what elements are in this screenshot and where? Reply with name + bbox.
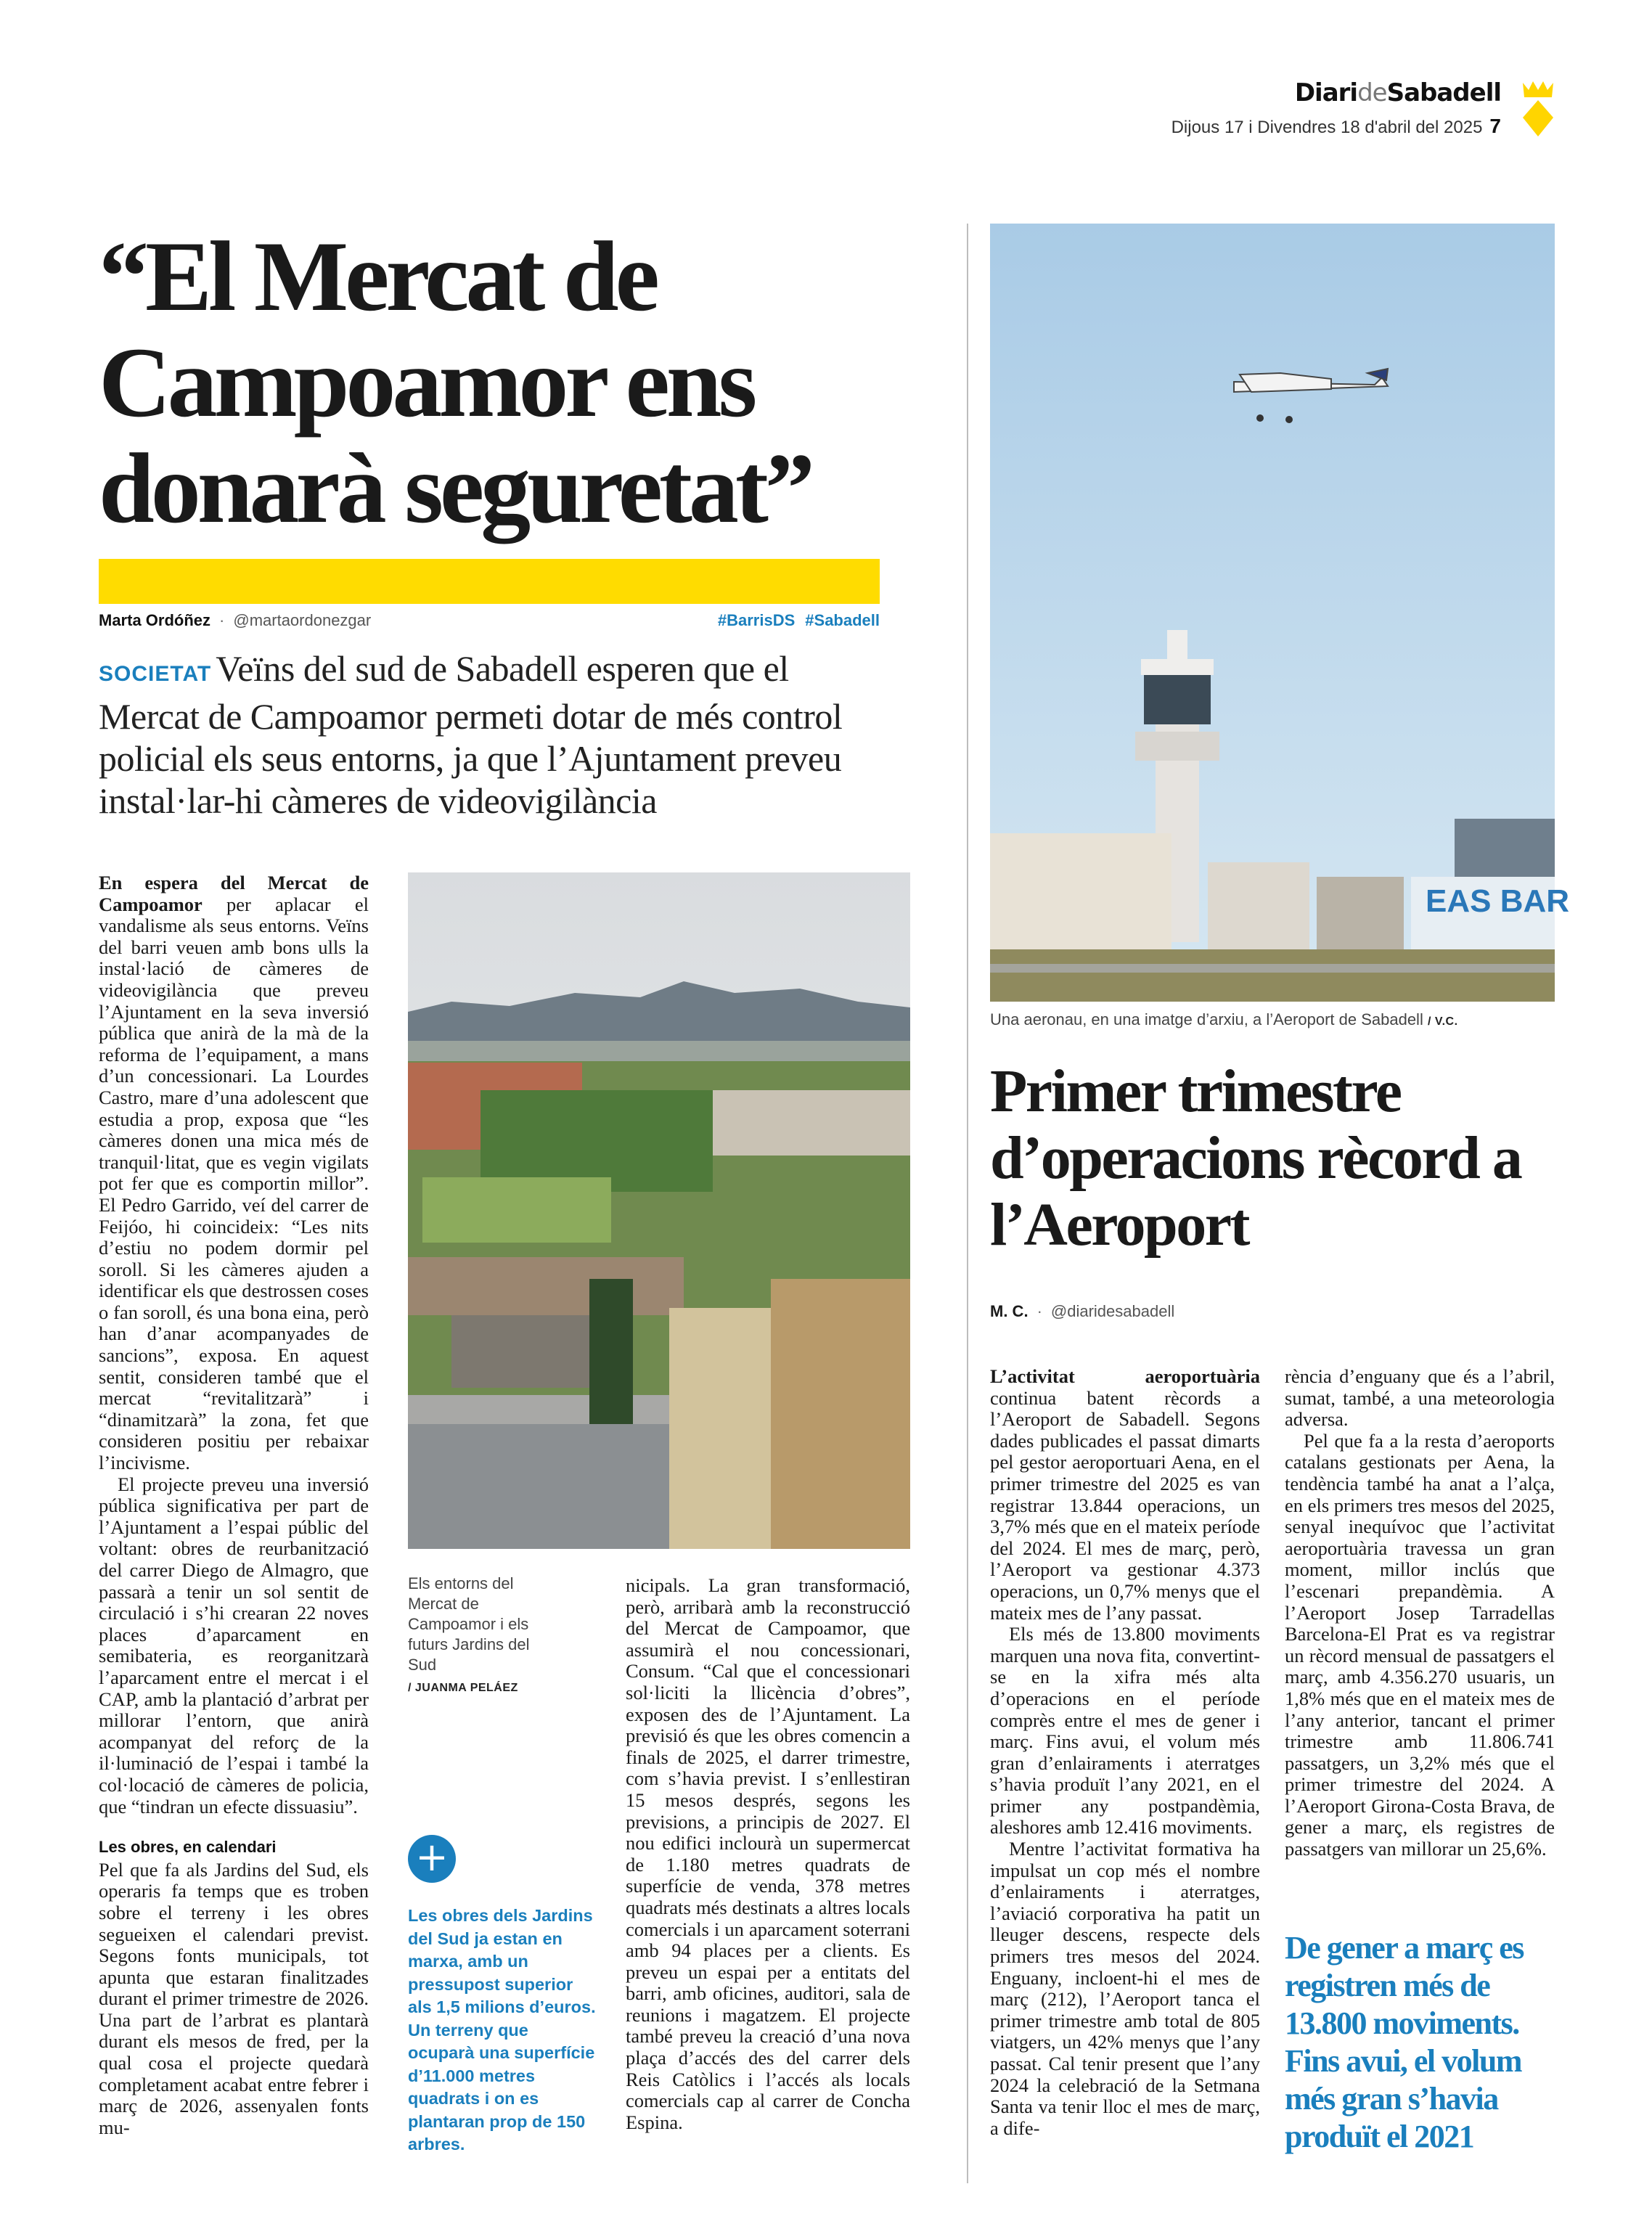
neighbourhood-photo [408, 872, 910, 1549]
body-paragraph: Mentre l’activitat formativa ha impulsat un cop més el nombre d’enlairaments i aterratges, l’aviació corporativa ha patit un lleuger descens, respecte dels primers tres mesos del 2024. Enguany, incloent-hi el mes de març (212), l’Aeroport tanca el primer trimestre amb total de 805 viatgers, un 42% menys que l’any passat. Cal tenir present que l’any 2024 la celebració de la Setmana Santa va tenir lloc el mes de març, a dife- [990, 1838, 1260, 2139]
page-number: 7 [1489, 115, 1501, 137]
airport-headline: Primer trimestre d’operacions rècord a l’Aeroport [990, 1058, 1521, 1259]
section-subhead: Les obres, en calendari [99, 1838, 277, 1857]
byline-separator: · [1036, 1302, 1042, 1320]
airport-photo [990, 224, 1570, 1002]
body-column-3 [626, 1575, 910, 2133]
author-handle[interactable]: @diaridesabadell [1050, 1302, 1175, 1320]
body-paragraph: En espera del Mercat de Campoamor per aplacar el vandalisme als seus entorns. Veïns del barri veuen amb bons ulls la instal·lació de càmeres de videovigilància que preveu l’Ajuntament en la seva inversió pública que anirà de la mà de la reforma de l’equipament, a mans d’un concessionari. La Lourdes Castro, mare d’una adolescent que estudia a prop, exposa que “les càmeres donen una mica més de tranquil·litat, que es vegin vigilats pot fer que es comportin millor”. El Pedro Garrido, veí del carrer de Feijóo, hi coincideix: “Les nits d’estiu no podem dormir pel soroll. Si les càmeres ajuden a identificar els que destrossen coses o fan soroll, és una bona eina, però han d’anar acompanyades de sancions”, exposa. En aquest sentit, consideren també que el mercat “revitalitzarà” i “dinamitzarà” la zona, fet que consideren positiu per rebaixar l’incivisme. [99, 872, 369, 1474]
standfirst-text: Veïns del sud de Sabadell esperen que el Mercat de Campoamor permeti dotar de més control policial els seus entorns, ja que l’Ajuntament preveu instal·lar-hi càmeres de videovigilància [99, 648, 843, 821]
section-label: SOCIETAT [99, 662, 212, 686]
body-paragraph: L’activitat aeroportuària continua batent rècords a l’Aeroport de Sabadell. Segons dades publicades el passat dimarts pel gestor aeroportuari Aena, en el primer trimestre del 2025 es van registrar 13.844 operacions, un 3,7% més que en el mateix període del 2024. El mes de març, però, l’Aeroport va gestionar 4.373 operacions, un 0,7% menys que el mateix mes de l’any passat. [990, 1365, 1260, 1624]
photo-caption [408, 1574, 539, 1698]
pull-quote: De gener a març es registren més de 13.800 moviments. Fins avui, el volum més gran s’havia produït el 2021 [1285, 1930, 1524, 2154]
author-name: Marta Ordóñez [99, 611, 211, 629]
body-paragraph: nicipals. La gran transformació, però, arribarà amb la reconstrucció del Mercat de Campoamor, que assumirà el nou concessionari, Consum. “Cal que el concessionari sol·liciti la llicència d’obres”, exposen des de l’Ajuntament. La previsió és que les obres comencin a finals de 2025, el darrer trimestre, com s’havia previst. I s’enllestiran 15 mesos després, segons les previsions, a principis de 2027. El nou edifici inclourà un supermercat de 1.180 metres quadrats de superfície de venda, 378 metres quadrats més destinats a altres locals comercials i un aparcament soterrani amb 94 places per a clients. Es preveu un espai per a entitats del barri, amb oficines, auditori, sala de reunions i magatzem. El projecte també preveu la creació d’una nova plaça d’accés des del carrer dels Reis Catòlics i l’accés als locals comercials cap al carrer de Concha Espina. [626, 1574, 910, 2133]
lead-in: En espera del Mercat de Campoamor [99, 872, 369, 915]
author-handle[interactable]: @martaordonezgar [233, 611, 372, 629]
byline [990, 1302, 1174, 1321]
yellow-accent-bar [99, 559, 880, 604]
byline-separator: · [219, 611, 225, 629]
hashtag[interactable]: #BarrisDS [717, 611, 796, 629]
caption-text: Els entorns del Mercat de Campoamor i els futurs Jardins del Sud [408, 1574, 530, 1674]
photo-credit: / V.C. [1427, 1015, 1458, 1028]
fact-box: Les obres dels Jardins del Sud ja estan en marxa, amb un pressupost superior als 1,5 milions d’euros. Un terreny que ocuparà una superfície d’11.000 metres quadrats i on es plantaran prop de 150 arbres. [408, 1906, 596, 2154]
body-paragraph: Pel que fa a la resta d’aeroports catalans gestionats per Aena, la tendència també ha anat a l’alça, en els primers tres mesos del 2025, senyal inequívoc que l’activitat aeroportuària travessa un gran moment, millor inclús que l’escenari prepandèmia. A l’Aeroport Josep Tarradellas Barcelona-El Prat es va registrar un rècord mensual de passatgers el març, amb 4.356.270 usuaris, un 1,8% més que en el mateix mes de l’any anterior, tancant el primer trimestre amb 11.806.741 passatgers, un 3,2% més que el primer trimestre del 2024. A l’Aeroport Girona-Costa Brava, de gener a març, els registres de passatgers van millorar un 25,6%. [1285, 1429, 1555, 1860]
photo-credit: / JUANMA PELÁEZ [408, 1682, 518, 1694]
photo-caption [990, 1010, 1556, 1029]
body-column-1 [99, 872, 369, 2138]
body-column-5 [1285, 1366, 1555, 1860]
issue-date: Dijous 17 i Divendres 18 d'abril del 2025 [1171, 118, 1483, 137]
body-paragraph: Els més de 13.800 moviments marquen una nova fita, convertint-se en la xifra més alta d’operacions en el període comprès entre el mes de gener i març. Fins avui, el volum més gran d’enlairaments i aterratges s’havia produït l’any 2021, en el primer any postpandèmia, aleshores amb 12.416 moviments. [990, 1623, 1260, 1839]
body-paragraph: Pel que fa als Jardins del Sud, els operaris fa temps que es troben sobre el terreny i les obres segueixen el calendari previst. Segons fonts municipals, tot apunta que estaran finalitzades durant el primer trimestre de 2026. Una part de l’arbrat es plantarà durant els mesos de fred, per la qual cosa el projecte quedarà completament acabat entre febrer i març de 2026, assenyalen fonts mu- [99, 1858, 369, 2138]
column-divider [967, 224, 968, 2183]
hangar-sign: EAS BAR [1426, 883, 1570, 919]
byline [99, 611, 880, 630]
body-paragraph: El projecte preveu una inversió pública significativa per part de l’Ajuntament a l’espai públic del voltant: obres de reurbanització del carrer Diego de Almagro, que passarà a tenir un sol sentit de circulació i s’hi crearan 22 noves places d’aparcament en semibateria, es reorganitzarà l’aparcament entre el mercat i el CAP, amb la plantació d’arbrat per millorar l’entorn, que anirà acompanyat del reforç de la il·luminació de l’espai i també la col·locació de càmeres de policia, que “tindran un efecte dissuasiu”. [99, 1473, 369, 1817]
standfirst [99, 647, 897, 822]
plus-icon: + [408, 1835, 456, 1883]
lead-in: L’activitat aeroportuària [990, 1365, 1260, 1387]
main-headline: “El Mercat de Campoamor ens donarà seguretat” [99, 221, 811, 544]
issue-date-line [1171, 115, 1501, 138]
body-paragraph: rència d’enguany que és a l’abril, sumat, també, a una meteorologia adversa. [1285, 1365, 1555, 1431]
author-name: M. C. [990, 1302, 1029, 1320]
hashtags [718, 611, 880, 630]
newspaper-logo: DiarideSabadell [1294, 78, 1501, 107]
sabadell-crest-icon [1520, 78, 1556, 138]
hashtag[interactable]: #Sabadell [805, 611, 880, 629]
caption-text: Una aeronau, en una imatge d’arxiu, a l’Aeroport de Sabadell [990, 1010, 1423, 1028]
body-column-4 [990, 1366, 1260, 2139]
